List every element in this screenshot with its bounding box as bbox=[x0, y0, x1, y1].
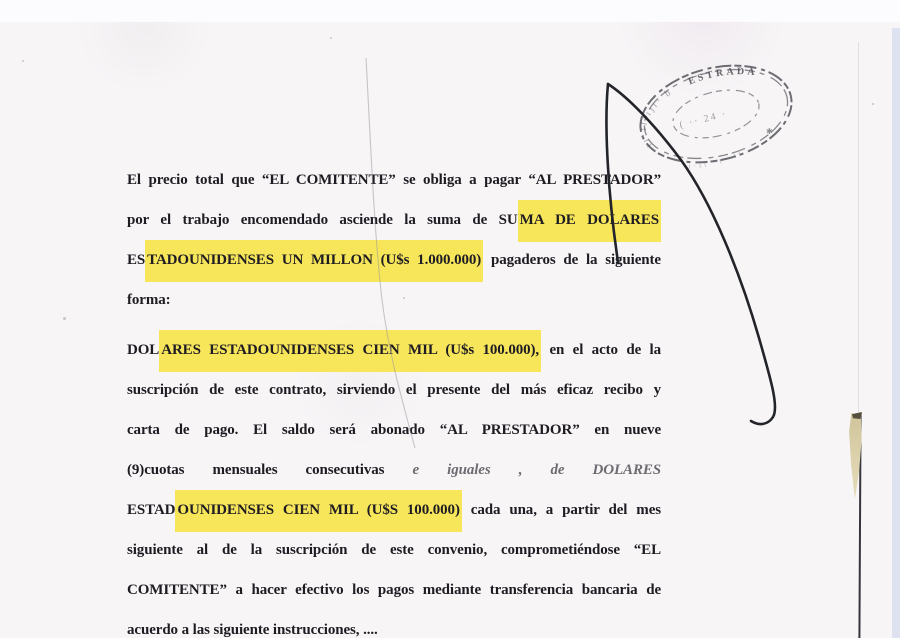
scan-top-margin bbox=[0, 0, 900, 22]
stamp-center-marks: ( ·· 24 · bbox=[678, 108, 729, 131]
scan-speck bbox=[872, 103, 874, 105]
svg-text:ı·ıı ·ı· ıı bbox=[686, 147, 746, 174]
paper-tear-tip bbox=[852, 412, 862, 419]
text-segment: El precio total que “EL COMITENTE” se obliga a pagar “AL PRESTADOR” bbox=[127, 172, 661, 188]
scanner-background-strip bbox=[892, 28, 900, 638]
stamp-lower-marks: ı·ıı ·ı· ıı bbox=[687, 146, 746, 171]
text-segment: en el acto de la bbox=[541, 342, 661, 358]
document-line bbox=[127, 410, 661, 450]
document-line bbox=[127, 370, 661, 410]
stamp-star-icon: ✱ bbox=[766, 127, 773, 136]
text-segment: DOL bbox=[127, 342, 160, 358]
svg-text:ıı·ıllıȷı· b bbox=[630, 86, 686, 150]
text-segment: (9)cuotas mensuales consecutivas bbox=[127, 462, 413, 478]
document-line bbox=[127, 330, 661, 370]
text-segment: carta de pago. El saldo será abonado “AL PRESTADOR” en nueve bbox=[127, 422, 661, 438]
text-segment: pagaderos de la siguiente bbox=[483, 252, 661, 268]
highlighted-text: OUNIDENSES CIEN MIL (U$S 100.000) bbox=[175, 490, 461, 532]
document-line bbox=[127, 570, 661, 610]
stamp-ring-inner bbox=[668, 82, 764, 146]
text-segment: suscripción de este contrato, sirviendo el presente del más eficaz recibo y bbox=[127, 382, 661, 398]
document-line bbox=[127, 490, 661, 530]
text-segment: ES bbox=[127, 252, 146, 268]
scan-speck bbox=[22, 60, 24, 62]
document-line bbox=[127, 240, 661, 280]
document-line bbox=[127, 530, 661, 570]
highlighted-text: ARES ESTADOUNIDENSES CIEN MIL (U$s 100.000), bbox=[159, 330, 541, 372]
text-block bbox=[127, 160, 661, 638]
text-segment: siguiente al de la suscripción de este convenio, comprometiéndose “EL bbox=[127, 542, 661, 558]
highlighted-text: MA DE DOLARES bbox=[518, 200, 661, 242]
document-line bbox=[127, 200, 661, 240]
smudged-text: e iguales , de DOLARES bbox=[412, 462, 661, 478]
text-segment: cada una, a partir del mes bbox=[461, 502, 661, 518]
paragraph bbox=[127, 330, 661, 638]
stamp-ring-middle bbox=[635, 56, 797, 173]
document-line bbox=[127, 610, 661, 638]
scan-speck bbox=[330, 37, 332, 39]
page-edge-faint bbox=[858, 42, 859, 413]
text-segment: COMITENTE” a hacer efectivo los pagos mediante transferencia bancaria de bbox=[127, 582, 661, 598]
stamp-ring-outer bbox=[630, 51, 802, 178]
stamp-name-text: ESTRADA bbox=[686, 66, 759, 88]
text-segment: acuerdo a las siguiente instrucciones, .... bbox=[127, 622, 378, 638]
scan-speck bbox=[63, 317, 66, 320]
svg-text:ESTRADA bbox=[686, 58, 760, 95]
stamp-arc-marks: ıı·ıllıȷı· b bbox=[638, 87, 675, 150]
document-line bbox=[127, 160, 661, 200]
text-segment: ESTAD bbox=[127, 502, 176, 518]
paragraph bbox=[127, 160, 661, 320]
highlighted-text: TADOUNIDENSES UN MILLON (U$s 1.000.000) bbox=[145, 240, 483, 282]
text-segment: por el trabajo encomendado asciende la suma de SU bbox=[127, 212, 518, 228]
document-line bbox=[127, 280, 661, 320]
document-line bbox=[127, 450, 661, 490]
text-segment: forma: bbox=[127, 292, 171, 308]
